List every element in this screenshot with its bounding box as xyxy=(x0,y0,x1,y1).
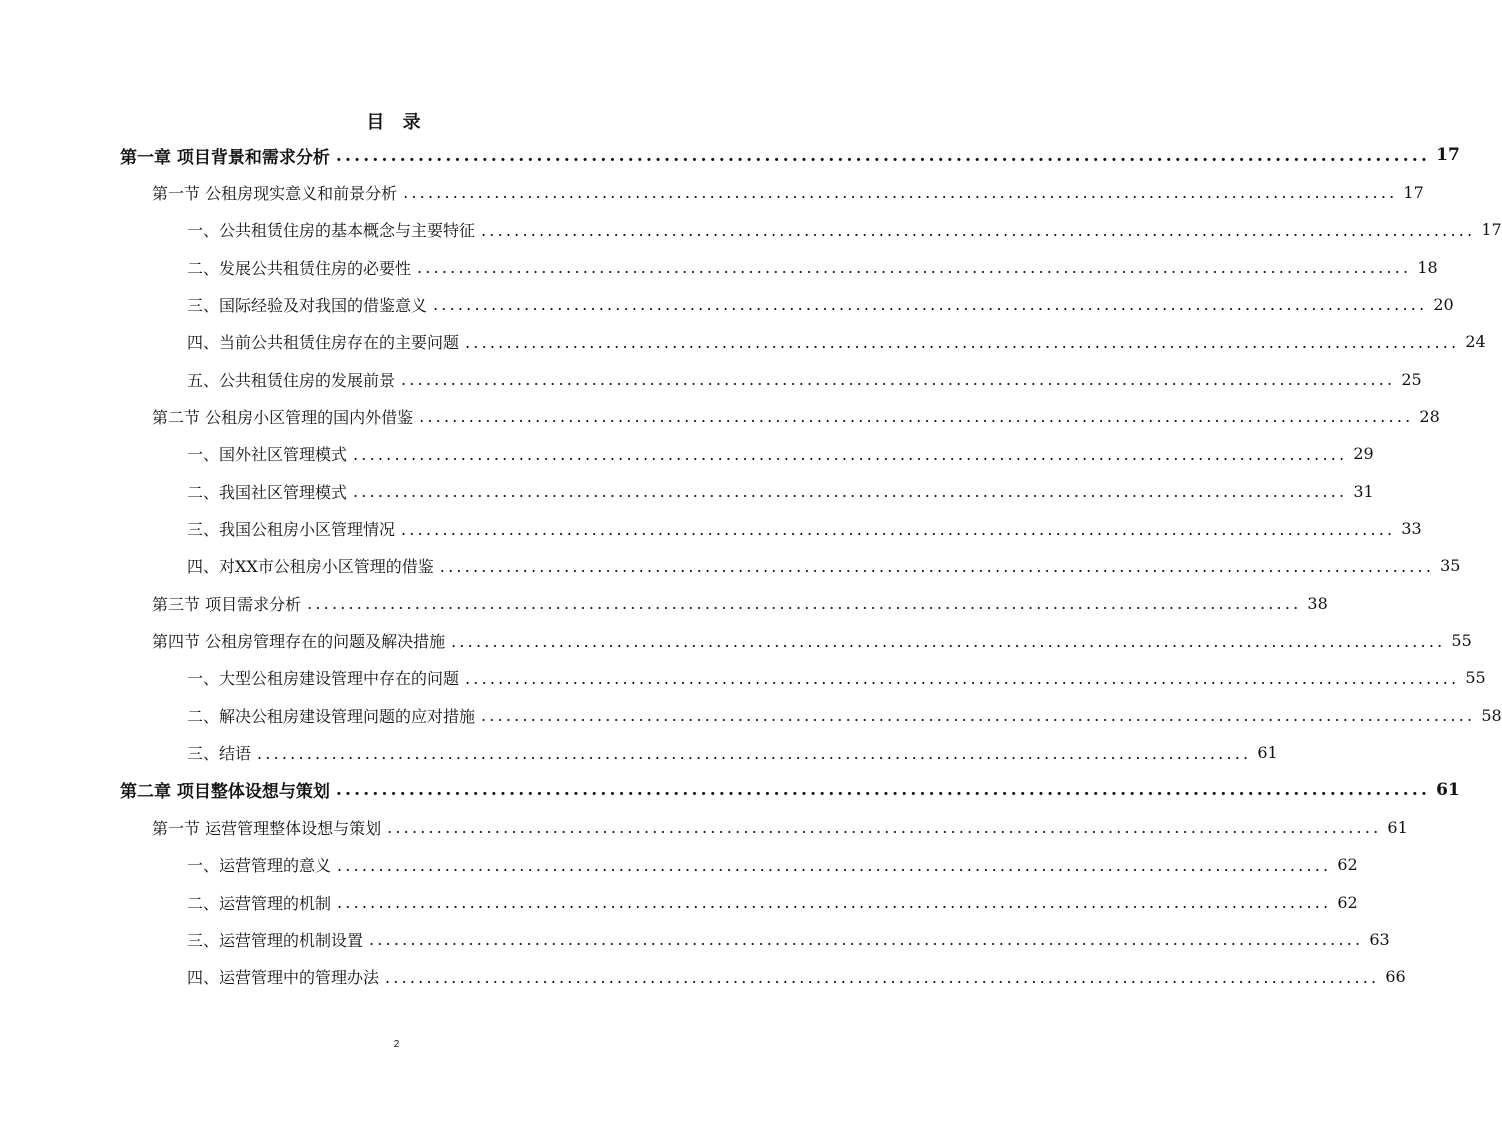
toc-entry-page: 20 xyxy=(1433,294,1454,314)
toc-entry-label: 第一章 项目背景和需求分析 xyxy=(120,147,330,168)
toc-entry-page: 61 xyxy=(1257,743,1278,763)
toc-entry-label: 一、运营管理的意义 xyxy=(187,856,332,876)
toc-leader-dots: ........................................................................................................................ xyxy=(335,145,1431,166)
toc-leader-dots: ........................................................................................................................ xyxy=(335,780,1431,801)
toc-entry-page: 61 xyxy=(1387,817,1408,837)
toc-leader-dots: ........................................................................................................................ xyxy=(433,295,1428,315)
toc-entry-label: 第二节 公租房小区管理的国内外借鉴 xyxy=(152,407,414,427)
toc-entry-label: 第三节 项目需求分析 xyxy=(152,594,302,614)
toc-leader-dots: ........................................................................................................................ xyxy=(307,594,1302,614)
toc-entry[interactable] xyxy=(187,438,1374,470)
toc-entry[interactable] xyxy=(187,699,1502,731)
toc-entry[interactable] xyxy=(152,625,1472,657)
toc-title: 目 录 xyxy=(366,112,427,133)
toc-leader-dots: ........................................................................................................................ xyxy=(465,332,1460,352)
toc-entry-page: 62 xyxy=(1337,892,1358,912)
toc-entry-label: 五、公共租赁住房的发展前景 xyxy=(187,370,396,390)
toc-entry[interactable] xyxy=(187,326,1486,358)
toc-entry[interactable] xyxy=(187,550,1461,582)
toc-entry-page: 18 xyxy=(1417,257,1438,277)
toc-entry-label: 三、运营管理的机制设置 xyxy=(187,930,364,950)
toc-leader-dots: ........................................................................................................................ xyxy=(353,444,1348,464)
toc-entry[interactable] xyxy=(152,176,1424,208)
toc-entry-label: 四、当前公共租赁住房存在的主要问题 xyxy=(187,333,460,353)
toc-entry-page: 24 xyxy=(1465,332,1486,352)
toc-leader-dots: ........................................................................................................................ xyxy=(419,407,1414,427)
toc-entry-page: 35 xyxy=(1440,556,1461,576)
toc-entry[interactable] xyxy=(187,923,1390,955)
toc-entry-page: 33 xyxy=(1401,519,1422,538)
toc-entry-label: 二、解决公租房建设管理问题的应对措施 xyxy=(187,706,476,726)
toc-entry-page: 25 xyxy=(1401,369,1422,389)
toc-entry-page: 29 xyxy=(1353,444,1374,464)
toc-entry-label: 三、国际经验及对我国的借鉴意义 xyxy=(187,295,428,315)
toc-entry-page: 28 xyxy=(1419,406,1440,426)
toc-entry-page: 55 xyxy=(1451,631,1472,651)
toc-entry[interactable] xyxy=(187,886,1358,918)
toc-entry[interactable] xyxy=(187,662,1486,694)
toc-leader-dots: ........................................................................................................................ xyxy=(417,258,1412,278)
toc-entry-page: 58 xyxy=(1481,705,1502,725)
toc-entry[interactable] xyxy=(187,849,1358,881)
toc-leader-dots: ........................................................................................................................ xyxy=(337,855,1332,875)
toc-entry-label: 三、结语 xyxy=(187,744,252,764)
toc-entry[interactable] xyxy=(187,214,1502,246)
toc-entry-label: 一、大型公租房建设管理中存在的问题 xyxy=(187,669,460,689)
toc-entry-page: 31 xyxy=(1353,481,1374,501)
toc-entry-label: 四、运营管理中的管理办法 xyxy=(187,968,380,988)
toc-entry-label: 第四节 公租房管理存在的问题及解决措施 xyxy=(152,632,446,652)
toc-leader-dots: ........................................................................................................................ xyxy=(403,183,1398,203)
toc-entry-label: 三、我国公租房小区管理情况 xyxy=(187,520,396,539)
toc-leader-dots: ........................................................................................................................ xyxy=(369,930,1364,950)
toc-leader-dots: ........................................................................................................................ xyxy=(465,668,1460,688)
toc-entry-label: 二、运营管理的机制 xyxy=(187,893,332,913)
toc-entry[interactable] xyxy=(120,774,1460,806)
toc-entry-label: 第二章 项目整体设想与策划 xyxy=(120,782,330,803)
toc-entry-label: 第一节 公租房现实意义和前景分析 xyxy=(152,183,398,203)
page-number: 2 xyxy=(393,1039,400,1050)
toc-leader-dots: ........................................................................................................................ xyxy=(439,556,1435,576)
toc-entry-label: 二、发展公共租赁住房的必要性 xyxy=(187,258,412,278)
toc-entry[interactable] xyxy=(152,587,1328,619)
toc-entry-page: 17 xyxy=(1403,182,1424,202)
toc-leader-dots: ........................................................................................................................ xyxy=(387,818,1382,838)
toc-entry[interactable] xyxy=(187,363,1422,395)
toc-entry[interactable] xyxy=(152,400,1440,432)
toc-entry[interactable] xyxy=(187,288,1454,320)
toc-leader-dots: ........................................................................................................................ xyxy=(481,706,1476,726)
toc-entry-page: 63 xyxy=(1369,929,1390,949)
toc-leader-dots: ........................................................................................................................ xyxy=(401,519,1396,539)
toc-entry[interactable] xyxy=(187,475,1374,507)
toc-leader-dots: ........................................................................................................................ xyxy=(385,967,1380,987)
toc-entry-page: 66 xyxy=(1385,967,1406,987)
toc-entry[interactable] xyxy=(120,139,1460,171)
toc-leader-dots: ........................................................................................................................ xyxy=(353,482,1348,502)
toc-entry-page: 61 xyxy=(1436,779,1460,800)
toc-entry-label: 四、对XX市公租房小区管理的借鉴 xyxy=(187,557,434,577)
toc-entry-label: 第一节 运营管理整体设想与策划 xyxy=(152,818,382,838)
toc-entry[interactable] xyxy=(152,811,1408,843)
toc-entry[interactable] xyxy=(187,513,1422,545)
toc-entry[interactable] xyxy=(187,961,1406,993)
toc-entry-label: 一、公共租赁住房的基本概念与主要特征 xyxy=(187,221,476,241)
toc-leader-dots: ........................................................................................................................ xyxy=(481,220,1476,240)
toc-leader-dots: ........................................................................................................................ xyxy=(401,370,1396,390)
toc-entry-page: 17 xyxy=(1436,145,1460,165)
toc-leader-dots: ........................................................................................................................ xyxy=(451,631,1446,651)
toc-leader-dots: ........................................................................................................................ xyxy=(257,743,1252,763)
toc-entry-page: 38 xyxy=(1307,593,1328,613)
toc-leader-dots: ........................................................................................................................ xyxy=(337,893,1332,912)
toc-entry[interactable] xyxy=(187,251,1438,283)
toc-entry-page: 62 xyxy=(1337,855,1358,875)
toc-entry[interactable] xyxy=(187,737,1278,769)
toc-entry-page: 55 xyxy=(1465,668,1486,688)
toc-entry-label: 二、我国社区管理模式 xyxy=(187,482,348,502)
toc-entry-page: 17 xyxy=(1481,220,1502,240)
toc-entry-label: 一、国外社区管理模式 xyxy=(187,445,348,465)
